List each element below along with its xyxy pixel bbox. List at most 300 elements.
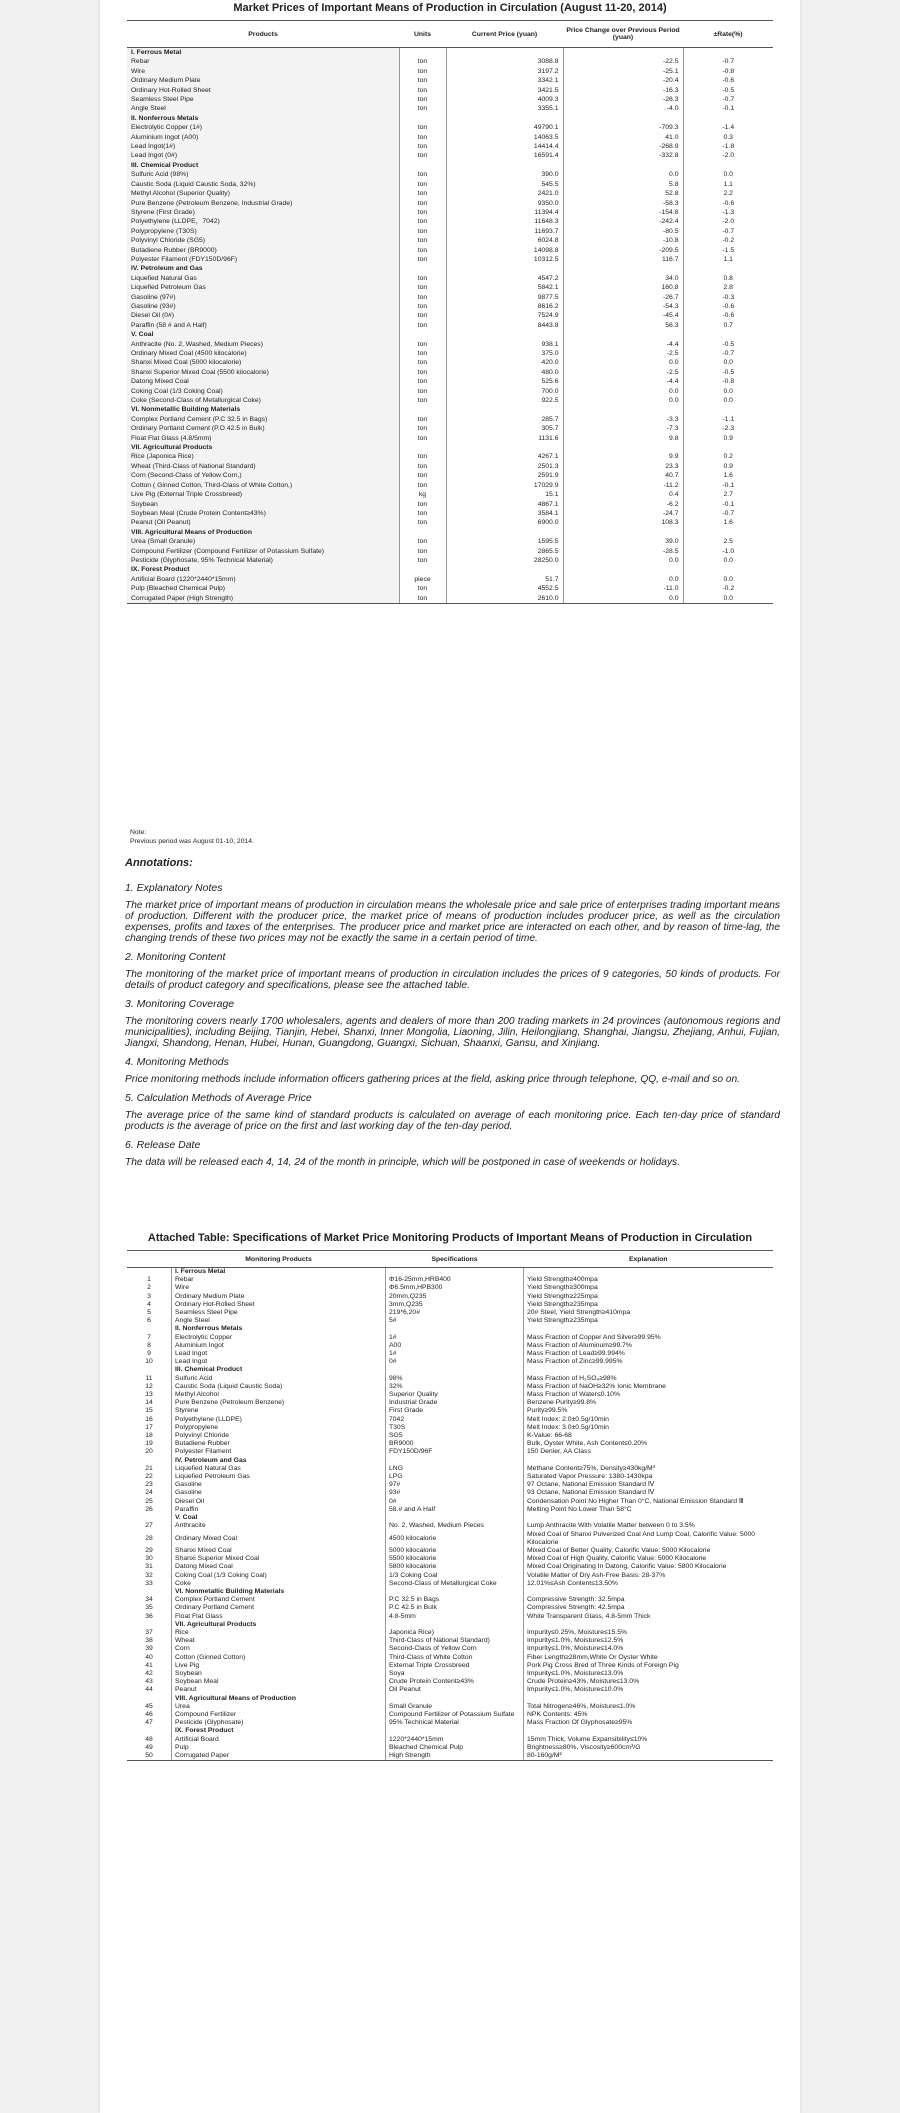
table-row	[127, 575, 773, 584]
monitoring-product: Wheat	[172, 1637, 386, 1645]
specification: 58.# and A Half	[386, 1506, 524, 1514]
empty-cell	[446, 161, 563, 170]
specification: Small Granule	[386, 1703, 524, 1711]
specification: Bleached Chemical Pulp	[386, 1744, 524, 1752]
page-title: Market Prices of Important Means of Production in Circulation (August 11-20, 2014)	[233, 2, 667, 14]
price-change: -11.2	[563, 481, 683, 490]
specification: 0#	[386, 1498, 524, 1506]
table-row	[127, 1563, 773, 1571]
empty-cell	[127, 1325, 172, 1333]
table-row	[127, 208, 773, 217]
empty-cell	[399, 48, 446, 58]
specification: 219*6,20#	[386, 1309, 524, 1317]
product-name: Rebar	[127, 57, 399, 66]
table-row	[127, 86, 773, 95]
unit: ton	[399, 208, 446, 217]
current-price: 6024.8	[446, 236, 563, 245]
price-change: -4.0	[563, 104, 683, 113]
row-number: 26	[127, 1506, 172, 1514]
explanation: Bulk, Oyster White, Ash Content≤0.20%	[527, 1440, 648, 1448]
table-row	[127, 67, 773, 76]
product-name: Aluminium Ingot (A00)	[127, 133, 399, 142]
specification: FDY150D/96F	[386, 1448, 524, 1456]
table-row	[127, 283, 773, 292]
row-number: 16	[127, 1416, 172, 1424]
monitoring-product: Paraffin	[172, 1506, 386, 1514]
product-name: Polyester Filament (FDY150D/96F)	[127, 255, 399, 264]
explanation: Crude Protein≥43%, Moisture≤13.0%	[527, 1678, 640, 1686]
empty-cell	[386, 1457, 524, 1465]
price-change: 116.7	[563, 255, 683, 264]
row-number: 15	[127, 1407, 172, 1415]
row-number: 1	[127, 1276, 172, 1284]
specification: 5500 kilocalorie	[386, 1555, 524, 1563]
table-row	[127, 217, 773, 226]
row-number: 40	[127, 1654, 172, 1662]
section-label: IX. Forest Product	[127, 565, 399, 574]
row-number: 38	[127, 1637, 172, 1645]
explanation: Yield Strength≥400mpa	[527, 1276, 598, 1284]
header-price-change: Price Change over Previous Period (yuan)	[563, 21, 683, 48]
rate: -1.4	[722, 124, 735, 132]
product-name: Compound Fertilizer (Compound Fertilizer of Potassium Sulfate)	[127, 547, 399, 556]
specification: Industrial Grade	[386, 1399, 524, 1407]
empty-cell	[386, 1325, 524, 1333]
product-name: Shanxi Mixed Coal (5000 kilocalorie)	[127, 358, 399, 367]
current-price: 14414.4	[446, 142, 563, 151]
unit: piece	[399, 575, 446, 584]
monitoring-product: Gasoline	[172, 1481, 386, 1489]
rate: -0.2	[722, 237, 735, 245]
header-products: Products	[127, 21, 399, 48]
table-row	[127, 1334, 773, 1342]
section-label: IV. Petroleum and Gas	[127, 264, 399, 273]
table-row	[127, 368, 773, 377]
section-row	[127, 1325, 773, 1333]
section-label: I. Ferrous Metal	[172, 1268, 386, 1277]
row-number: 5	[127, 1309, 172, 1317]
price-change: 52.8	[563, 189, 683, 198]
unit: ton	[399, 302, 446, 311]
explanation: Impurity≤1.0%, Moisture≤12.5%	[527, 1637, 624, 1645]
monitoring-product: Butadiene Rubber	[172, 1440, 386, 1448]
row-number: 48	[127, 1736, 172, 1744]
table-row	[127, 1613, 773, 1621]
specification: High Strength	[386, 1752, 524, 1761]
empty-cell	[399, 161, 446, 170]
table-row	[127, 293, 773, 302]
product-name: Coking Coal (1/3 Coking Coal)	[127, 387, 399, 396]
product-name: Methyl Alcohol (Superior Quality)	[127, 189, 399, 198]
header-rate: ±Rate(%)	[683, 21, 773, 48]
row-number: 46	[127, 1711, 172, 1719]
empty-cell	[683, 161, 773, 170]
current-price: 480.0	[446, 368, 563, 377]
specification: Soya	[386, 1670, 524, 1678]
current-price: 420.0	[446, 358, 563, 367]
product-name: Styrene (First Grade)	[127, 208, 399, 217]
explanation: 20# Steel, Yield Strength≥410mpa	[527, 1309, 631, 1317]
rate: -1.5	[722, 246, 735, 254]
rate: -0.7	[722, 58, 735, 66]
rate: -0.2	[722, 585, 735, 593]
current-price: 1131.6	[446, 434, 563, 443]
row-number: 22	[127, 1473, 172, 1481]
specification: Crude Protein Content≥43%	[386, 1678, 524, 1686]
price-change: -16.3	[563, 86, 683, 95]
price-change: -25.1	[563, 67, 683, 76]
section-row	[127, 1695, 773, 1703]
empty-cell	[399, 330, 446, 339]
table-row	[127, 1342, 773, 1350]
row-number: 35	[127, 1604, 172, 1612]
annotation-heading: 5. Calculation Methods of Average Price	[125, 1092, 312, 1104]
product-name: Peanut (Oil Peanut)	[127, 518, 399, 527]
empty-cell	[399, 443, 446, 452]
table-row	[127, 199, 773, 208]
empty-cell	[524, 1457, 774, 1465]
specification: 7042	[386, 1416, 524, 1424]
explanation: Impurity≤0.25%, Moisture≤15.5%	[527, 1628, 628, 1636]
section-label: IX. Forest Product	[172, 1727, 386, 1735]
specification: 0#	[386, 1358, 524, 1366]
price-change: 23.3	[563, 462, 683, 471]
specification: A00	[386, 1342, 524, 1350]
row-number: 24	[127, 1489, 172, 1497]
table-row	[127, 1473, 773, 1481]
table-row	[127, 1645, 773, 1653]
unit: ton	[399, 594, 446, 604]
rate: -2.0	[722, 152, 735, 160]
table-row	[127, 1580, 773, 1588]
monitoring-product: Polyvinyl Chloride	[172, 1432, 386, 1440]
monitoring-product: Coking Coal (1/3 Coking Coal)	[172, 1572, 386, 1580]
current-price: 4867.1	[446, 500, 563, 509]
table-row	[127, 377, 773, 386]
row-number: 13	[127, 1391, 172, 1399]
empty-cell	[563, 443, 683, 452]
product-name: Paraffin (58 # and A Half)	[127, 321, 399, 330]
table-row	[127, 1440, 773, 1448]
annotation-heading: 3. Monitoring Coverage	[125, 998, 235, 1010]
explanation: Mass Fraction of Zinc≥99.995%	[527, 1358, 623, 1366]
rate: -1.1	[722, 415, 735, 423]
row-number: 28	[127, 1531, 172, 1547]
monitoring-product: Ordinary Hot-Rolled Sheet	[172, 1301, 386, 1309]
explanation: Mass Fraction of Water≤0.10%	[527, 1391, 621, 1399]
specification: 98%	[386, 1375, 524, 1383]
table-row	[127, 1498, 773, 1506]
section-label: V. Coal	[127, 330, 399, 339]
table-row	[127, 424, 773, 433]
rate: 1.6	[723, 519, 733, 527]
row-number: 18	[127, 1432, 172, 1440]
table-row	[127, 1522, 773, 1530]
table-row	[127, 340, 773, 349]
explanation: Mass Fraction Of Glyphosate≥95%	[527, 1719, 633, 1727]
current-price: 938.1	[446, 340, 563, 349]
price-change: -709.3	[563, 123, 683, 132]
empty-cell	[386, 1695, 524, 1703]
monitoring-product: Live Pig	[172, 1662, 386, 1670]
annotation-text: The data will be released each 4, 14, 24 of the month in principle, which will be postponed in case of weekends or holidays.	[125, 1157, 680, 1168]
section-row	[127, 443, 773, 452]
current-price: 2421.0	[446, 189, 563, 198]
product-name: Rice (Japonica Rice)	[127, 452, 399, 461]
product-name: Polyethylene (LLDPE，7042)	[127, 217, 399, 226]
explanation: Compressive Strength: 42.5mpa	[527, 1604, 625, 1612]
table-row	[127, 1662, 773, 1670]
unit: ton	[399, 452, 446, 461]
table-row	[127, 1481, 773, 1489]
table-row	[127, 123, 773, 132]
current-price: 14063.5	[446, 133, 563, 142]
current-price: 7524.9	[446, 311, 563, 320]
unit: ton	[399, 123, 446, 132]
explanation: Yield Strength≥235mpa	[527, 1300, 598, 1308]
table-row	[127, 227, 773, 236]
table-row	[127, 189, 773, 198]
table-row	[127, 255, 773, 264]
product-name: Ordinary Mixed Coal (4500 kilocalorie)	[127, 349, 399, 358]
explanation: Mixed Coal of High Quality, Calorific Value: 5000 Kilocalorie	[527, 1555, 707, 1563]
table-row	[127, 547, 773, 556]
empty-cell	[683, 330, 773, 339]
monitoring-product: Liquefied Petroleum Gas	[172, 1473, 386, 1481]
monitoring-product: Rice	[172, 1629, 386, 1637]
price-change: -58.3	[563, 199, 683, 208]
unit: ton	[399, 180, 446, 189]
table-row	[127, 1317, 773, 1325]
explanation: Mixed Coal of Better Quality, Calorific Value: 5000 Kilocalorie	[527, 1546, 711, 1554]
monitoring-product: Soybean Meal	[172, 1678, 386, 1686]
table-row	[127, 500, 773, 509]
product-name: Electrolytic Copper (1#)	[127, 123, 399, 132]
explanation: Lump Anthracite With Volatile Matter between 0 to 3.5%	[527, 1522, 695, 1530]
table-row	[127, 302, 773, 311]
table-row	[127, 1604, 773, 1612]
section-label: II. Nonferrous Metals	[172, 1325, 386, 1333]
specification: BR9000	[386, 1440, 524, 1448]
row-number: 39	[127, 1645, 172, 1653]
annotation-text: The monitoring covers nearly 1700 wholesalers, agents and dealers of more than 200 trading markets in 24 provinces (autonomous regions and municipalities), including Beijing, Tianjin, Hebei, Shanxi, Inner Mongolia, Liaoning, Jilin, Heilongjiang, Shanghai, Jiangsu, Zhejiang, Anhui, Fujian, Jiangxi, Shandong, Henan, Hubei, Hunan, Guangdong, Guangxi, Sichuan, Shaanxi, Gansu, and Xinjiang.	[125, 1016, 780, 1049]
annotation-text: Price monitoring methods include information officers gathering prices at the field, asking price through telephone, QQ, e-mail and so on.	[125, 1074, 740, 1085]
explanation: Melt Index: 2.0±0.5g/10min	[527, 1415, 609, 1423]
table-row	[127, 1284, 773, 1292]
explanation: Impurity≤1.0%, Moisture≤14.0%	[527, 1645, 624, 1653]
section-row	[127, 330, 773, 339]
monitoring-product: Seamless Steel Pipe	[172, 1309, 386, 1317]
row-number: 37	[127, 1629, 172, 1637]
annotation-text: The market price of important means of production in circulation means the wholesale price and sale price of enterprises trading important means of production. Different with the producer price, the market price of means of production includes producer price, as well as the circulation expenses, profits and taxes of the enterprises. The producer price and market price are interacted on each other, and by reason of time-lag, the changing trends of these two prices may not be exactly the same in a certain period of time.	[125, 900, 780, 944]
empty-cell	[399, 264, 446, 273]
specification: 1/3 Coking Coal	[386, 1572, 524, 1580]
row-number: 32	[127, 1572, 172, 1580]
unit: ton	[399, 377, 446, 386]
unit: ton	[399, 462, 446, 471]
table-row	[127, 1375, 773, 1383]
current-price: 6900.0	[446, 518, 563, 527]
section-label: VI. Nonmetallic Building Materials	[127, 405, 399, 414]
current-price: 390.0	[446, 170, 563, 179]
rate: -0.5	[722, 340, 735, 348]
row-number: 41	[127, 1662, 172, 1670]
monitoring-product: Corn	[172, 1645, 386, 1653]
explanation: Purity≥99.5%	[527, 1407, 568, 1415]
rate: -0.7	[722, 227, 735, 235]
row-number: 12	[127, 1383, 172, 1391]
note-text: Previous period was August 01-10, 2014.	[130, 838, 254, 845]
table-row	[127, 396, 773, 405]
price-change: 39.0	[563, 537, 683, 546]
monitoring-product: Pulp	[172, 1744, 386, 1752]
section-row	[127, 1588, 773, 1596]
price-change: 5.8	[563, 180, 683, 189]
product-name: Polyvinyl Chloride (SG5)	[127, 236, 399, 245]
price-change: -2.5	[563, 368, 683, 377]
price-change: 0.0	[563, 594, 683, 604]
row-number: 30	[127, 1555, 172, 1563]
specification: Third-Class of National Standard)	[386, 1637, 524, 1645]
specification: Φ6.5mm,HPB300	[386, 1284, 524, 1292]
row-number: 31	[127, 1563, 172, 1571]
table-row	[127, 594, 773, 604]
table-row	[127, 1407, 773, 1415]
explanation: Fiber Length≥28mm,White Or Oyster White	[527, 1653, 658, 1661]
explanation: Volatile Matter of Dry Ash-Free Basis: 28-37%	[527, 1571, 666, 1579]
specification: Second-Class of Yellow Corn	[386, 1645, 524, 1653]
table-row	[127, 1744, 773, 1752]
specification: SG5	[386, 1432, 524, 1440]
product-name: Artificial Board (1220*2440*15mm)	[127, 575, 399, 584]
table-row	[127, 246, 773, 255]
monitoring-product: Pesticide (Glyphosate)	[172, 1719, 386, 1727]
empty-cell	[399, 114, 446, 123]
table-row	[127, 415, 773, 424]
table-row	[127, 1276, 773, 1284]
empty-cell	[386, 1727, 524, 1735]
table-row	[127, 481, 773, 490]
empty-cell	[127, 1727, 172, 1735]
row-number: 45	[127, 1703, 172, 1711]
rate: -0.8	[722, 378, 735, 386]
explanation: Benzene Purity≥99.8%	[527, 1399, 597, 1407]
monitoring-product: Polypropylene	[172, 1424, 386, 1432]
monitoring-product: Anthracite	[172, 1522, 386, 1530]
header-monitoring-products: Monitoring Products	[172, 1251, 386, 1268]
product-name: Wheat (Third-Class of National Standard)	[127, 462, 399, 471]
row-number: 29	[127, 1547, 172, 1555]
current-price: 525.6	[446, 377, 563, 386]
unit: ton	[399, 547, 446, 556]
rate: -0.5	[722, 368, 735, 376]
empty-cell	[563, 405, 683, 414]
price-change: 41.0	[563, 133, 683, 142]
product-name: Coke (Second-Class of Metallurgical Coke)	[127, 396, 399, 405]
row-number: 10	[127, 1358, 172, 1366]
table-row	[127, 1301, 773, 1309]
empty-cell	[563, 565, 683, 574]
row-number: 4	[127, 1301, 172, 1309]
unit: ton	[399, 76, 446, 85]
note	[130, 828, 254, 846]
price-change: 0.0	[563, 575, 683, 584]
specification: 4.8-5mm	[386, 1613, 524, 1621]
table-row	[127, 76, 773, 85]
unit: ton	[399, 86, 446, 95]
explanation: K-Value: 66-68	[527, 1432, 572, 1440]
spec-table	[127, 1250, 773, 1761]
current-price: 3088.8	[446, 57, 563, 66]
unit: ton	[399, 434, 446, 443]
specification: P.C 32.5 in Bags	[386, 1596, 524, 1604]
section-row	[127, 161, 773, 170]
empty-cell	[524, 1514, 774, 1522]
empty-cell	[386, 1621, 524, 1629]
table-row	[127, 311, 773, 320]
table-row	[127, 1711, 773, 1719]
table-row	[127, 1670, 773, 1678]
price-table-header	[127, 21, 773, 48]
product-name: Pesticide (Glyphosate, 95% Technical Material)	[127, 556, 399, 565]
current-price: 285.7	[446, 415, 563, 424]
unit: ton	[399, 481, 446, 490]
rate: 0.2	[723, 453, 733, 461]
unit: ton	[399, 311, 446, 320]
row-number: 44	[127, 1686, 172, 1694]
unit: ton	[399, 424, 446, 433]
row-number: 43	[127, 1678, 172, 1686]
table-row	[127, 1309, 773, 1317]
row-number: 50	[127, 1752, 172, 1761]
table-row	[127, 1448, 773, 1456]
specification: External Triple Crossbreed	[386, 1662, 524, 1670]
rate: 2.2	[723, 190, 733, 198]
monitoring-product: Diesel Oil	[172, 1498, 386, 1506]
unit: ton	[399, 95, 446, 104]
specification: 95% Technical Material	[386, 1719, 524, 1727]
rate: -0.6	[722, 77, 735, 85]
table-row	[127, 1358, 773, 1366]
monitoring-product: Liquefied Natural Gas	[172, 1465, 386, 1473]
rate: 0.7	[723, 321, 733, 329]
specification: 5000 kilocalorie	[386, 1547, 524, 1555]
monitoring-product: Coke	[172, 1580, 386, 1588]
monitoring-product: Sulfuric Acid	[172, 1375, 386, 1383]
explanation: Impurity≤1.0%, Moisture≤13.0%	[527, 1669, 624, 1677]
unit: ton	[399, 246, 446, 255]
row-number: 14	[127, 1399, 172, 1407]
current-price: 2591.9	[446, 471, 563, 480]
annotations-heading: Annotations:	[125, 857, 193, 869]
specification: Compound Fertilizer of Potassium Sulfate	[386, 1711, 524, 1719]
table-row	[127, 349, 773, 358]
product-name: Corrugated Paper (High Strength)	[127, 594, 399, 604]
product-name: Ordinary Portland Cement (P.O 42.5 in Bulk)	[127, 424, 399, 433]
price-change: -54.3	[563, 302, 683, 311]
table-row	[127, 1736, 773, 1744]
price-change: -7.3	[563, 424, 683, 433]
unit: ton	[399, 584, 446, 593]
row-number: 20	[127, 1448, 172, 1456]
monitoring-product: Wire	[172, 1284, 386, 1292]
section-row	[127, 114, 773, 123]
explanation: 97 Octane, National Emission Standard Ⅳ	[527, 1481, 655, 1489]
rate: -0.8	[722, 67, 735, 75]
row-number: 27	[127, 1522, 172, 1530]
price-change: 9.8	[563, 434, 683, 443]
specification: Third-Class of White Cotton	[386, 1654, 524, 1662]
